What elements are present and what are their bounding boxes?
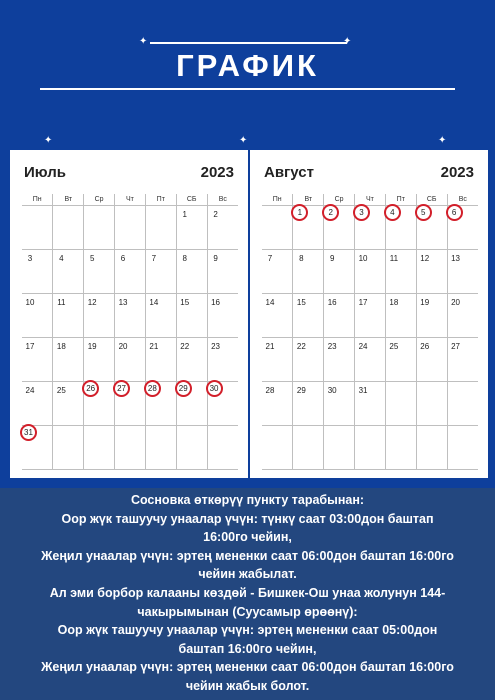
day-cell	[385, 382, 416, 426]
weekday-label: СБ	[416, 194, 447, 206]
day-number: 4	[59, 254, 64, 263]
day-number: 10	[358, 254, 368, 263]
week-row	[262, 426, 478, 470]
weekday-label: СБ	[176, 194, 207, 206]
day-number: 19	[87, 342, 97, 351]
day-number: 17	[25, 342, 35, 351]
day-cell	[115, 382, 146, 426]
day-cell	[53, 426, 84, 470]
calendar-header	[10, 164, 248, 184]
weekday-label: Пн	[262, 194, 293, 206]
day-cell	[293, 294, 324, 338]
day-number: 12	[87, 298, 97, 307]
day-cell	[385, 426, 416, 470]
week-row	[22, 338, 238, 382]
day-cell	[176, 294, 207, 338]
day-cell	[84, 206, 115, 250]
week-row	[22, 382, 238, 426]
day-cell	[385, 250, 416, 294]
marked-day: 1	[291, 204, 308, 221]
notice-line: баштап 16:00го чейин,	[178, 641, 317, 656]
weekday-row	[262, 194, 478, 206]
day-cell	[293, 206, 324, 250]
notice-line: Ал эми борбор калааны көздөй - Бишкек-Ош унаа жолунун 144-	[49, 585, 446, 600]
day-number: 3	[27, 254, 33, 263]
notice-line: Жеңил унаалар үчүн: эртең мененки саат 06:00дон баштап 16:00го	[41, 660, 454, 675]
calendar-july	[10, 150, 248, 478]
day-cell	[416, 250, 447, 294]
day-cell	[262, 382, 293, 426]
day-cell	[84, 426, 115, 470]
day-cell	[53, 250, 84, 294]
week-row	[22, 206, 238, 250]
day-cell	[207, 426, 238, 470]
day-number: 24	[358, 342, 368, 351]
day-cell	[355, 294, 386, 338]
day-cell	[115, 206, 146, 250]
notice-line: Жеңил унаалар үчүн: эртең мененки саат 06:00дон баштап 16:00го	[41, 548, 454, 563]
marked-day: 28	[144, 380, 161, 397]
weekday-label: Вс	[207, 194, 238, 206]
day-number: 5	[89, 254, 95, 263]
day-cell	[176, 338, 207, 382]
day-number: 10	[25, 298, 35, 307]
sparkle-icon: ✦	[139, 36, 148, 47]
day-cell	[84, 338, 115, 382]
marked-day: 26	[82, 380, 99, 397]
weekday-label: Вс	[447, 194, 478, 206]
day-number: 25	[56, 386, 66, 395]
day-number: 19	[420, 298, 430, 307]
day-cell	[324, 294, 355, 338]
day-cell	[262, 250, 293, 294]
day-number: 16	[327, 298, 337, 307]
day-cell	[447, 206, 478, 250]
day-cell	[84, 294, 115, 338]
day-number: 9	[213, 254, 218, 263]
day-cell	[115, 250, 146, 294]
day-cell	[416, 294, 447, 338]
day-cell	[115, 338, 146, 382]
week-row	[22, 426, 238, 470]
marked-day: 3	[353, 204, 370, 221]
day-number: 22	[180, 342, 190, 351]
day-number: 28	[265, 386, 275, 395]
bottom-rule	[40, 88, 455, 90]
day-number: 30	[327, 386, 337, 395]
day-cell	[207, 338, 238, 382]
sparkle-icon: ✦	[239, 135, 248, 146]
day-cell	[145, 338, 176, 382]
notice-line: 16:00го чейин,	[203, 530, 292, 545]
weekday-label: Ср	[324, 194, 355, 206]
day-number: 17	[358, 298, 368, 307]
marked-day: 27	[113, 380, 130, 397]
week-row	[22, 250, 238, 294]
day-cell	[145, 426, 176, 470]
weekday-label: Вт	[293, 194, 324, 206]
day-cell	[385, 294, 416, 338]
notice-line: чейин жабылат.	[198, 567, 297, 582]
day-number: 16	[211, 298, 221, 307]
day-number: 20	[118, 342, 128, 351]
marked-day: 4	[384, 204, 401, 221]
notice-line: чейин жабык болот.	[185, 678, 310, 693]
page-title: ГРАФИК	[176, 48, 319, 83]
day-number: 21	[265, 342, 275, 351]
day-cell	[416, 426, 447, 470]
day-number: 24	[25, 386, 35, 395]
month-name: Июль	[24, 164, 66, 181]
day-number: 14	[265, 298, 275, 307]
day-number: 7	[151, 254, 157, 263]
day-number: 31	[358, 386, 368, 395]
day-number: 11	[57, 298, 66, 307]
day-cell	[22, 206, 53, 250]
day-cell	[416, 338, 447, 382]
sparkle-icon: ✦	[438, 135, 447, 146]
week-row	[262, 250, 478, 294]
day-number: 9	[329, 254, 335, 263]
day-cell	[207, 382, 238, 426]
day-cell	[145, 382, 176, 426]
day-cell	[447, 338, 478, 382]
day-cell	[447, 382, 478, 426]
day-cell	[84, 382, 115, 426]
weekday-label: Вт	[53, 194, 84, 206]
day-number: 25	[389, 342, 399, 351]
day-cell	[84, 250, 115, 294]
day-cell	[22, 294, 53, 338]
day-cell	[176, 382, 207, 426]
day-cell	[324, 250, 355, 294]
day-cell	[53, 206, 84, 250]
day-number: 18	[56, 342, 66, 351]
day-cell	[447, 250, 478, 294]
day-cell	[355, 426, 386, 470]
day-cell	[145, 250, 176, 294]
marked-day: 2	[322, 204, 339, 221]
marked-day: 5	[415, 204, 432, 221]
day-number: 13	[118, 298, 128, 307]
day-number: 13	[451, 254, 461, 263]
day-cell	[293, 382, 324, 426]
day-number: 12	[420, 254, 430, 263]
marked-day: 29	[175, 380, 192, 397]
weekday-row	[22, 194, 238, 206]
weekday-label: Пт	[385, 194, 416, 206]
day-number: 11	[389, 254, 399, 263]
day-number: 14	[149, 298, 159, 307]
day-number: 29	[296, 386, 306, 395]
day-cell	[207, 294, 238, 338]
day-cell	[262, 338, 293, 382]
notice-line: Оор жүк ташуучу унаалар үчүн: эртең мененки саат 05:00дон	[57, 623, 438, 638]
day-number: 7	[267, 254, 273, 263]
week-row	[22, 294, 238, 338]
day-cell	[22, 250, 53, 294]
marked-day: 31	[20, 424, 37, 441]
day-number: 18	[389, 298, 399, 307]
day-cell	[22, 382, 53, 426]
year-label: 2023	[200, 164, 234, 181]
notice-line: Сосновка өткөрүү пункту тарабынан:	[130, 493, 365, 507]
sparkle-icon: ✦	[44, 135, 53, 146]
weekday-label: Пт	[145, 194, 176, 206]
day-cell	[22, 426, 53, 470]
day-number: 23	[211, 342, 221, 351]
day-number: 26	[420, 342, 430, 351]
day-cell	[115, 294, 146, 338]
day-cell	[416, 382, 447, 426]
day-cell	[176, 426, 207, 470]
day-cell	[324, 382, 355, 426]
week-row	[262, 338, 478, 382]
day-cell	[355, 206, 386, 250]
weekday-label: Пн	[22, 194, 53, 206]
day-cell	[262, 206, 293, 250]
day-cell	[145, 206, 176, 250]
week-row	[262, 294, 478, 338]
day-cell	[447, 426, 478, 470]
weekday-label: Ср	[84, 194, 115, 206]
day-cell	[53, 338, 84, 382]
day-number: 2	[213, 210, 218, 219]
day-cell	[176, 206, 207, 250]
marked-day: 30	[206, 380, 223, 397]
day-cell	[293, 250, 324, 294]
day-number: 27	[451, 342, 461, 351]
day-cell	[262, 294, 293, 338]
week-row	[262, 206, 478, 250]
day-cell	[176, 250, 207, 294]
closure-notice	[0, 488, 495, 700]
day-number: 15	[296, 298, 306, 307]
day-cell	[262, 426, 293, 470]
day-number: 22	[296, 342, 306, 351]
day-cell	[207, 250, 238, 294]
notice-line: чакырымынан (Суусамыр өрөөнү):	[137, 604, 358, 619]
day-number: 21	[149, 342, 159, 351]
calendar-grid	[22, 194, 238, 470]
day-cell	[293, 426, 324, 470]
day-cell	[115, 426, 146, 470]
day-number: 23	[327, 342, 337, 351]
calendar-august	[250, 150, 488, 478]
day-number: 1	[182, 210, 187, 219]
day-cell	[324, 206, 355, 250]
day-cell	[416, 206, 447, 250]
weekday-label: Чт	[115, 194, 146, 206]
marked-day: 6	[446, 204, 463, 221]
day-cell	[385, 206, 416, 250]
day-cell	[145, 294, 176, 338]
sparkle-icon: ✦	[343, 36, 352, 47]
calendar-header	[250, 164, 488, 184]
day-cell	[355, 338, 386, 382]
day-cell	[53, 294, 84, 338]
header	[0, 0, 495, 148]
day-number: 8	[182, 254, 187, 263]
day-cell	[207, 206, 238, 250]
day-cell	[293, 338, 324, 382]
day-cell	[324, 426, 355, 470]
day-number: 6	[120, 254, 126, 263]
day-cell	[385, 338, 416, 382]
calendar-grid	[262, 194, 478, 470]
week-row	[262, 382, 478, 426]
day-cell	[355, 250, 386, 294]
weekday-label: Чт	[355, 194, 386, 206]
notice-line: Оор жүк ташуучу унаалар үчүн: түнкү саат 03:00дон баштап	[61, 511, 434, 526]
day-number: 20	[451, 298, 461, 307]
day-cell	[324, 338, 355, 382]
month-name: Август	[264, 164, 314, 181]
top-rule	[150, 42, 347, 44]
day-cell	[355, 382, 386, 426]
day-cell	[447, 294, 478, 338]
day-cell	[53, 382, 84, 426]
day-number: 8	[299, 254, 304, 263]
year-label: 2023	[440, 164, 474, 181]
day-number: 15	[180, 298, 190, 307]
day-cell	[22, 338, 53, 382]
